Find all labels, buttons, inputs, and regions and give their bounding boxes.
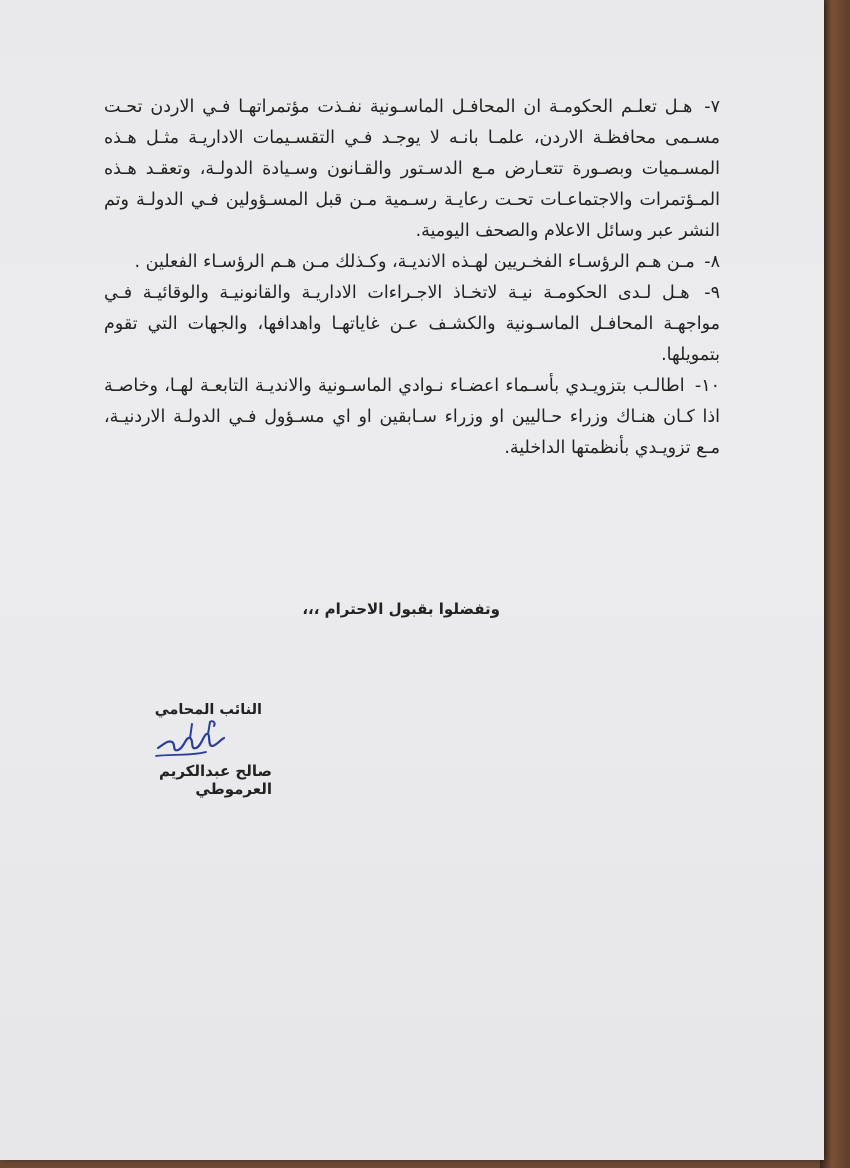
- question-item-10: [104, 371, 720, 464]
- item-text: مـن هـم الرؤسـاء الفخـريين لهـذه الانديـة، وكـذلك مـن هـم الرؤسـاء الفعلين .: [134, 252, 695, 272]
- handwritten-signature: [150, 718, 230, 764]
- question-item-8: [104, 247, 720, 278]
- item-text: اطالـب بتزويـدي بأسـماء اعضـاء نـوادي الماسـونية والانديـة التابعـة لهـا، وخاصـة اذا كـان هنـاك وزراء حـاليين او وزراء سـابقين او اي مسـؤول فـي الدولـة الاردنيـة، مـع تزويـدي بأنظمتها الداخلية.: [104, 376, 720, 458]
- signatory-name: صالح عبدالكريم العرموطي: [158, 762, 272, 798]
- question-item-9: [104, 278, 720, 371]
- desk-background: [820, 0, 850, 1168]
- signatory-title: النائب المحامي: [154, 702, 262, 718]
- item-text: هـل تعلـم الحكومـة ان المحافـل الماسـونية نفـذت مؤتمراتهـا فـي الاردن تحـت مسـمى محافظـة الاردن، علمـا بانـه لا يوجـد فـي التقسـيمات الاداريـة مثـل هـذه المسـميات وبصـورة تتعـارض مـع الدسـتور والقـانون وسـيادة الدولـة، وتعقـد هـذه المـؤتمرات والاجتماعـات تحـت رعايـة رسـمية مـن قبل المسـؤولين فـي الدولـة وتم النشر عبر وسائل الاعلام والصحف اليومية.: [104, 97, 720, 241]
- item-number: ٧-: [704, 97, 720, 117]
- closing-line: وتفضلوا بقبول الاحترام ،،،: [302, 600, 500, 618]
- item-number: ١٠-: [694, 376, 720, 396]
- item-number: ٨-: [704, 252, 720, 272]
- question-item-7: [104, 92, 720, 247]
- question-list: [104, 92, 720, 464]
- item-text: هـل لـدى الحكومـة نيـة لاتخـاذ الاجـراءات الاداريـة والقانونيـة والوقائيـة فـي مواجهـة المحافـل الماسـونية والكشـف عـن غاياتهـا واهدافها، والجهات التي تقوم بتمويلها.: [104, 283, 720, 365]
- item-number: ٩-: [704, 283, 720, 303]
